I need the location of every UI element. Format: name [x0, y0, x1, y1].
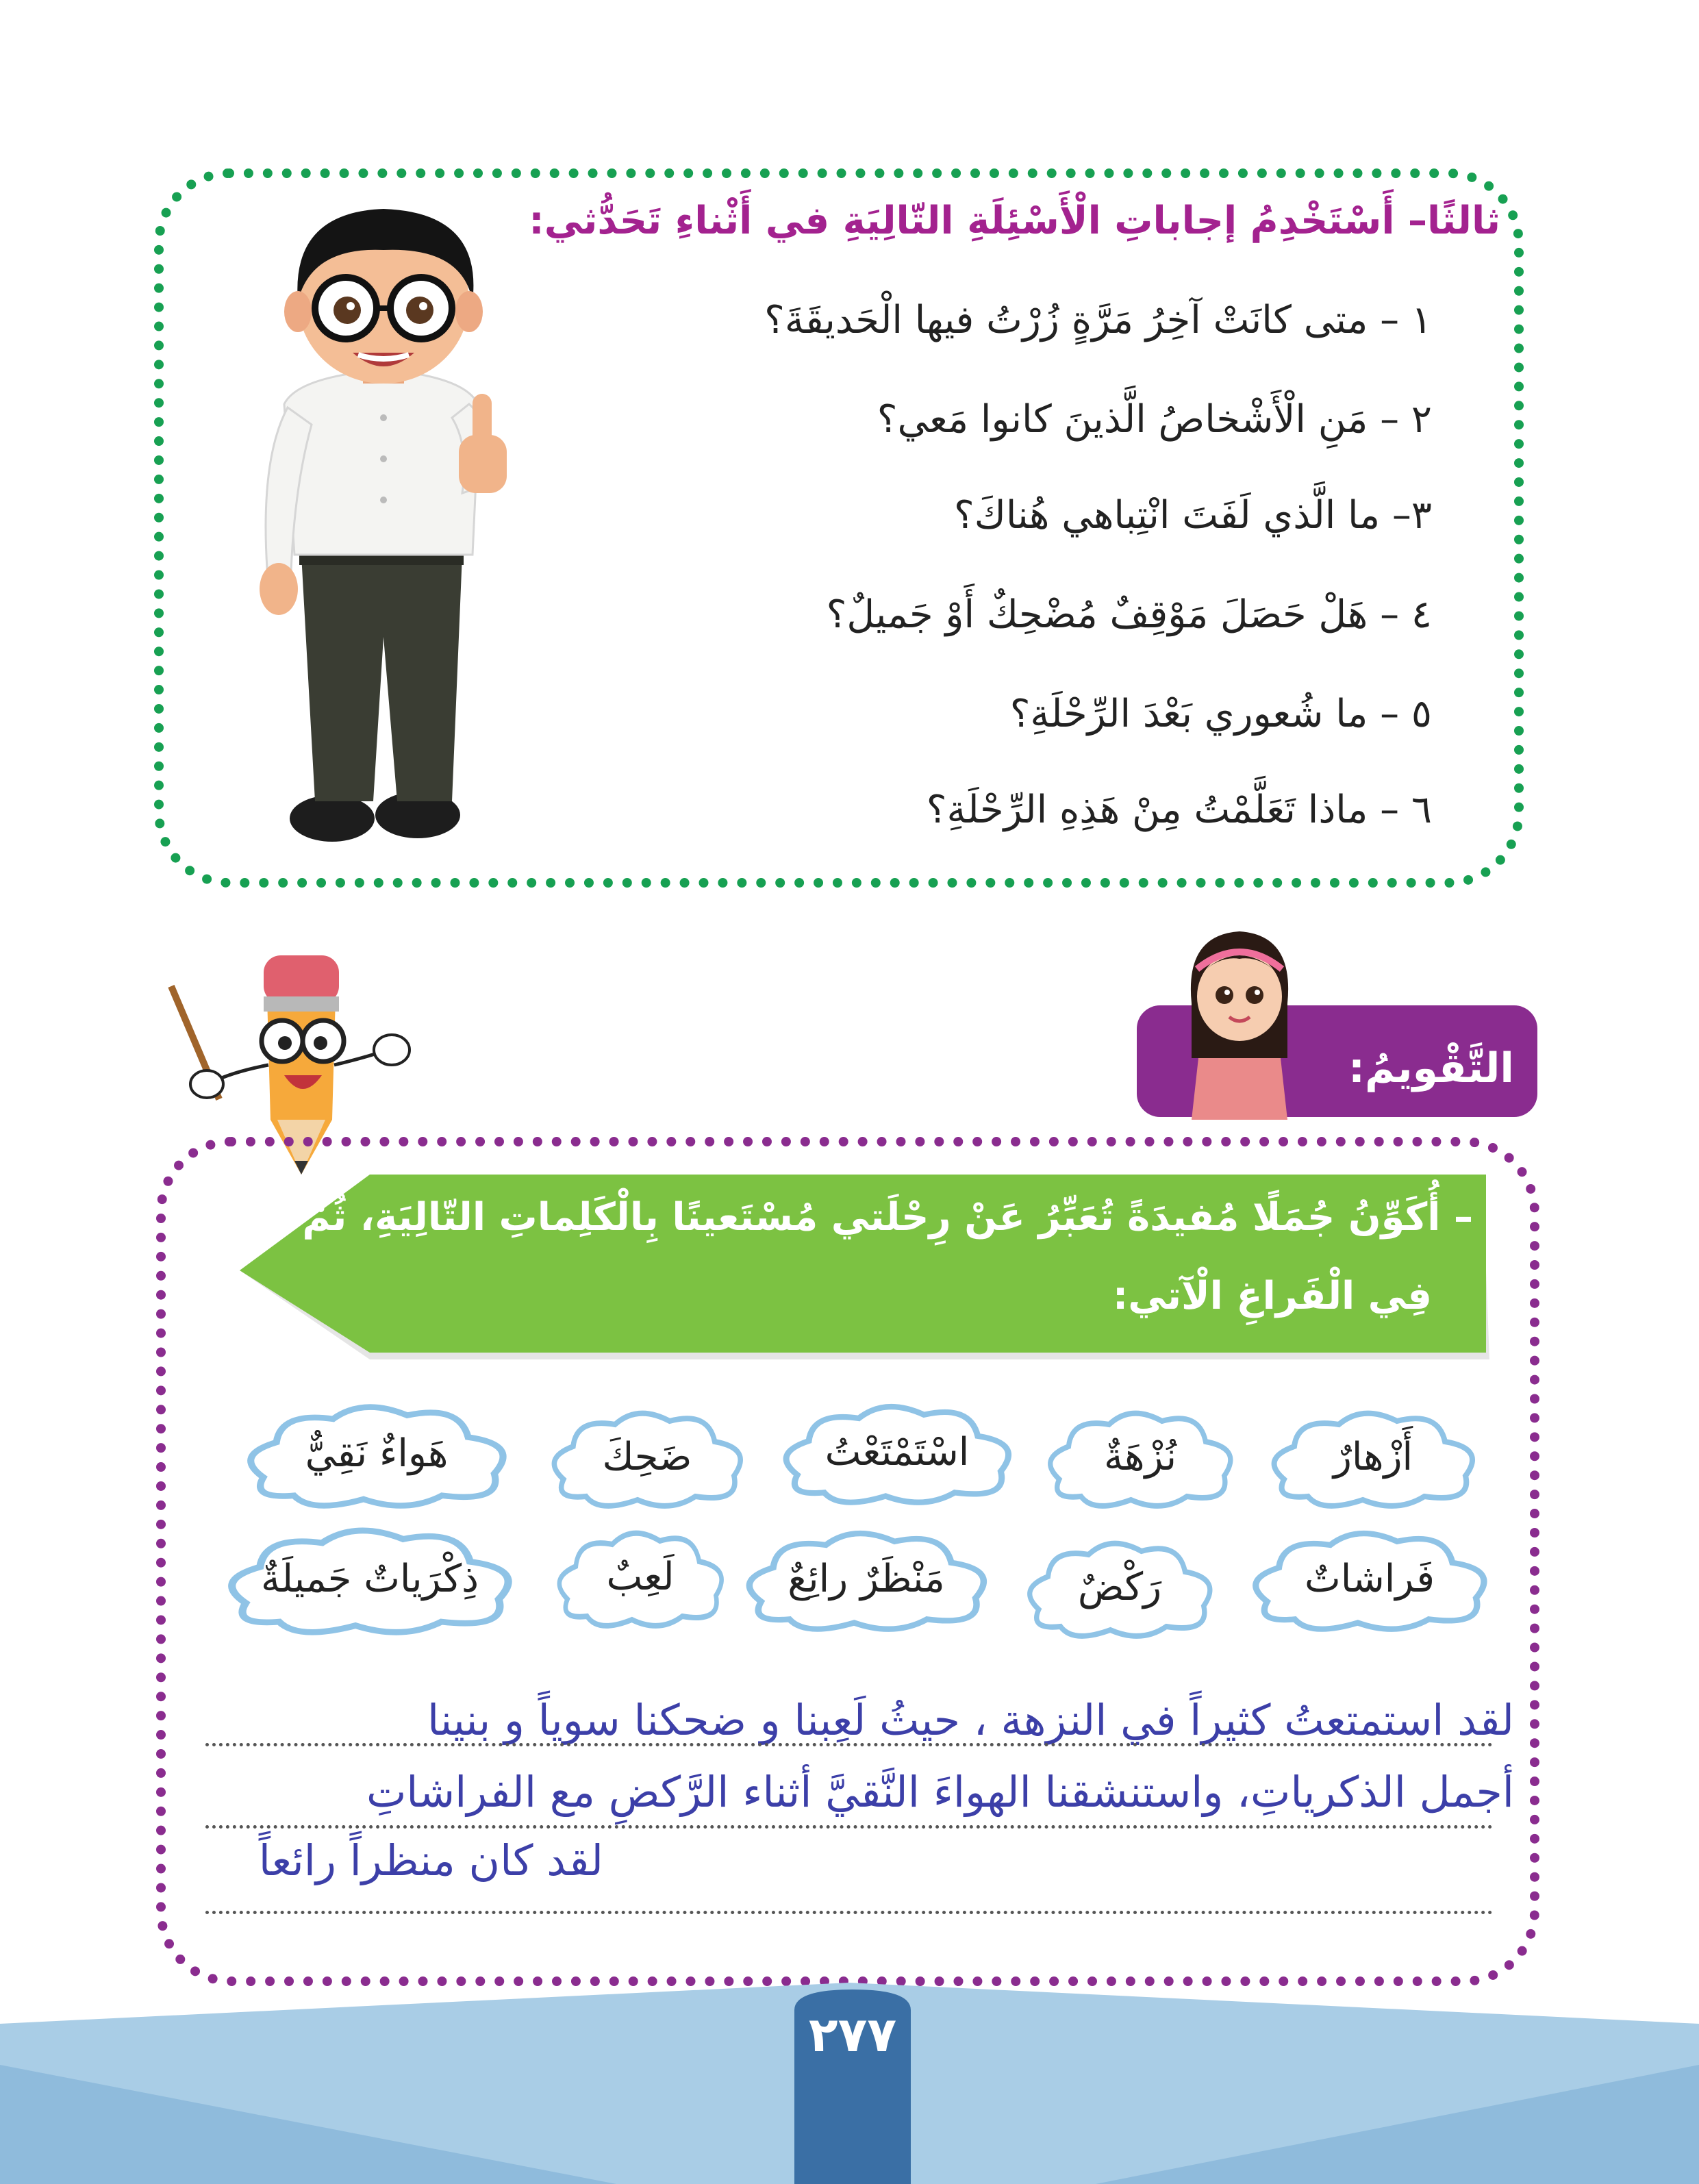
word-label: فَراشاتٌ	[1305, 1556, 1435, 1601]
answer-line-3: لقد كان منظراً رائعاً	[258, 1835, 603, 1885]
word-cloud	[1037, 1404, 1243, 1510]
question-2: ٢ – مَنِ الْأَشْخاصُ الَّذينَ كانوا مَعي؟	[877, 397, 1432, 442]
instruction-line-2: فِي الْفَراغِ الْآتي:	[1112, 1274, 1432, 1318]
dotted-line	[205, 1743, 1493, 1746]
word-cloud	[1017, 1534, 1222, 1640]
page-number: ٢٧٧	[808, 2007, 897, 2063]
word-label: هَواءٌ نَقِيٌّ	[305, 1431, 449, 1476]
word-cloud	[1260, 1404, 1486, 1510]
word-label: ذِكْرَياتٌ جَميلَةٌ	[260, 1556, 479, 1601]
word-label: رَكْضٌ	[1077, 1565, 1162, 1609]
section3-title: ثالثًا– أَسْتَخْدِمُ إجاباتِ الْأَسْئِلَةِ التّالِيَةِ في أَثْناءِ تَحَدُّثي:	[529, 199, 1500, 243]
word-cloud	[541, 1404, 753, 1510]
word-label: نُزْهَةٌ	[1103, 1435, 1177, 1479]
question-5: ٥ – ما شُعوري بَعْدَ الرِّحْلَةِ؟	[1009, 692, 1432, 736]
word-label: اسْتَمْتَعْتُ	[825, 1429, 970, 1474]
girl-illustration	[1171, 921, 1308, 1120]
question-1: ١ – متى كانَتْ آخِرُ مَرَّةٍ زُرْتُ فيها الْحَديقَةَ؟	[764, 298, 1432, 342]
word-cloud	[1239, 1524, 1500, 1633]
word-cloud	[733, 1524, 1000, 1633]
word-label: ضَحِكَ	[602, 1435, 692, 1479]
word-cloud	[770, 1397, 1024, 1507]
question-3: ٣– ما الَّذي لَفَتَ انْتِباهي هُناكَ؟	[954, 493, 1432, 538]
question-6: ٦ – ماذا تَعَلَّمْتُ مِنْ هَذِهِ الرِّحْلَةِ؟	[926, 788, 1432, 832]
answer-line-1: لقد استمتعتُ كثيراً في النزهة ، حيثُ لَعِبنا و ضحكنا سوياً و بنينا	[427, 1695, 1514, 1745]
dotted-line	[205, 1911, 1493, 1914]
dotted-line	[205, 1825, 1493, 1829]
word-cloud	[212, 1520, 527, 1637]
word-cloud	[548, 1524, 733, 1630]
word-label: أَزْهارٌ	[1333, 1435, 1413, 1479]
instruction-line-1: – أُكَوِّنُ جُمَلًا مُفيدَةً تُعَبِّرُ عَنْ رِحْلَتي مُسْتَعينًا بِالْكَلِماتِ التّالِيَةِ، ثُمَّ أُدَوِّنُها	[178, 1195, 1473, 1240]
boy-illustration	[236, 199, 558, 849]
word-label: مَنْظَرٌ رائِعٌ	[788, 1556, 945, 1601]
question-4: ٤ – هَلْ حَصَلَ مَوْقِفٌ مُضْحِكٌ أَوْ جَميلٌ؟	[826, 592, 1432, 637]
word-label: لَعِبٌ	[606, 1555, 675, 1599]
answer-line-2: أجمل الذكرياتِ، واستنشقنا الهواءَ النَّقيَّ أثناء الرَّكضِ مع الفراشاتِ	[366, 1767, 1514, 1817]
word-cloud	[233, 1397, 520, 1510]
evaluation-label: التَّقْويمُ:	[1348, 1044, 1514, 1092]
